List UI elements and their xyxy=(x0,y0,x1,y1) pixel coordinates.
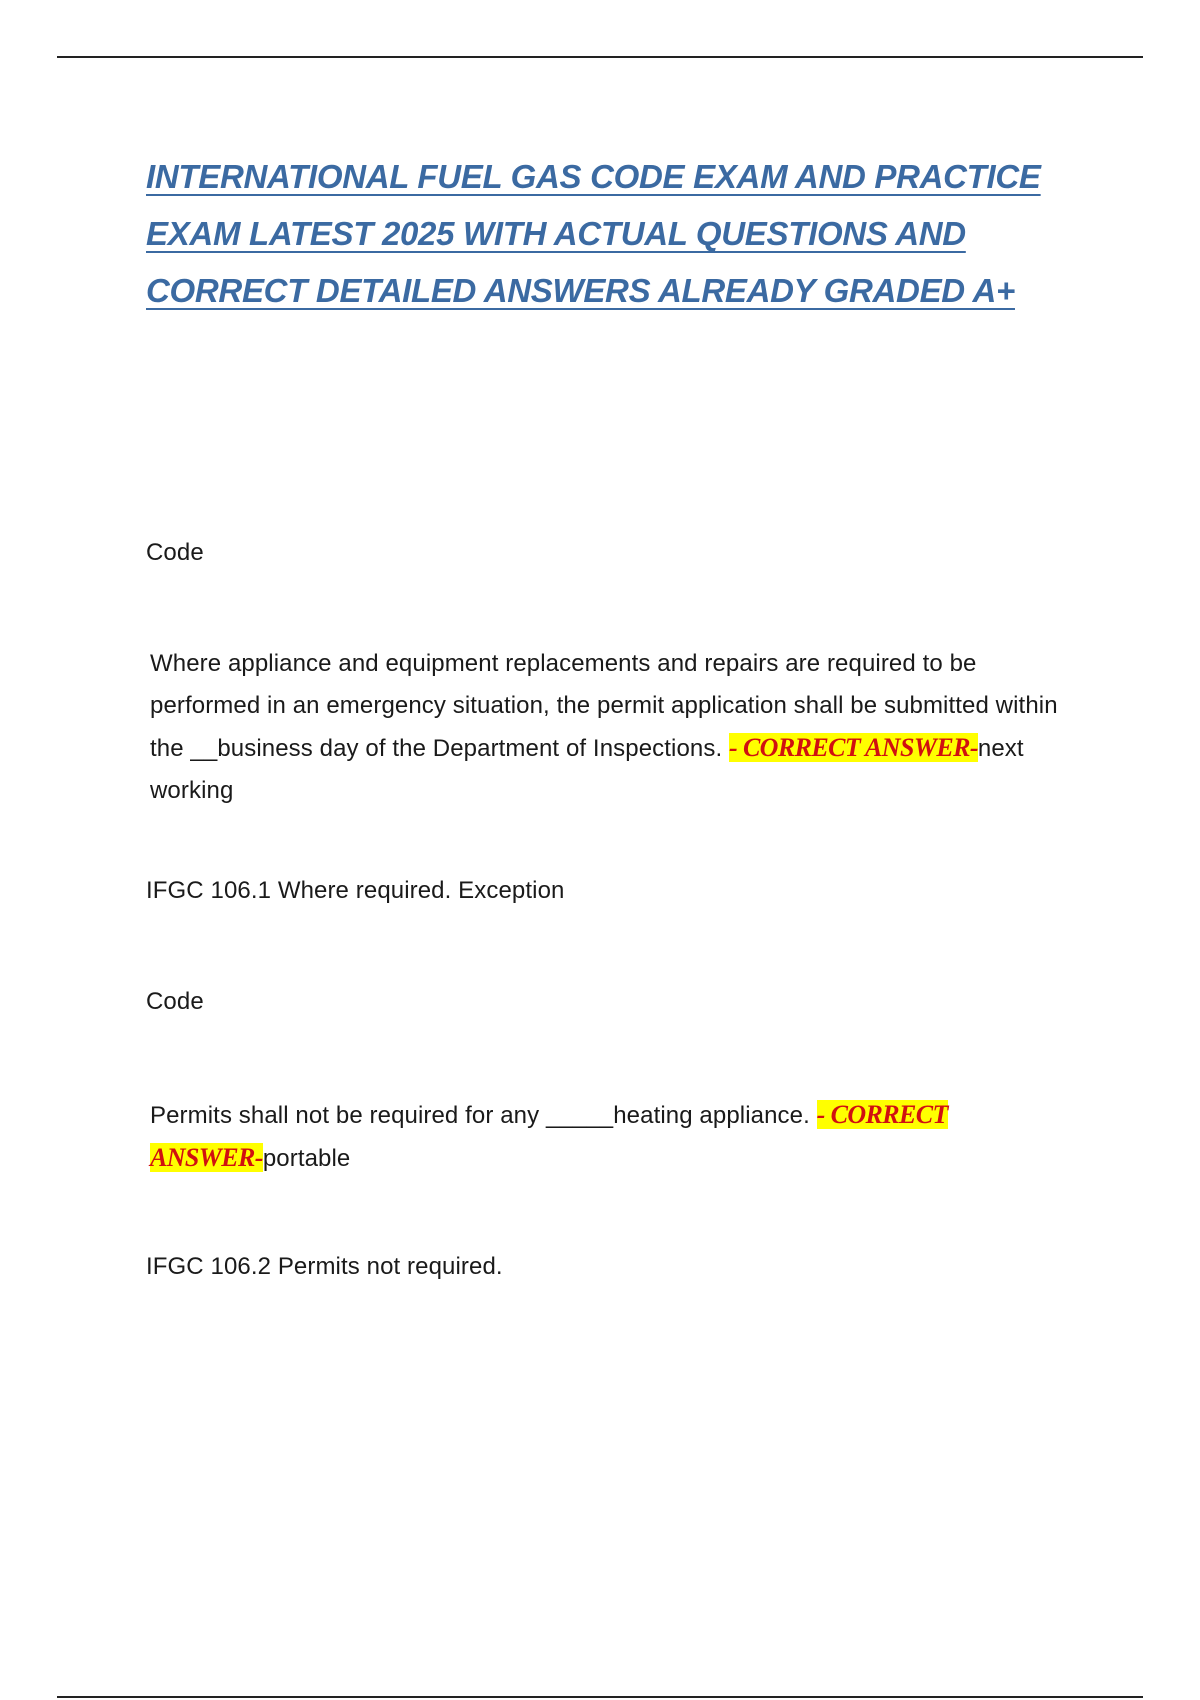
code-reference: IFGC 106.2 Permits not required. xyxy=(146,1253,503,1280)
question-paragraph xyxy=(146,1094,1020,1180)
footer-rule xyxy=(57,1696,1143,1698)
answer-text: portable xyxy=(262,1145,351,1172)
question-paragraph xyxy=(146,643,1080,812)
entry-category: Code xyxy=(146,988,204,1015)
answer-text: next working xyxy=(150,735,1024,804)
entry-category: Code xyxy=(146,539,204,566)
correct-answer-marker: - CORRECT ANSWER- xyxy=(728,733,978,762)
code-reference: IFGC 106.1 Where required. Exception xyxy=(146,877,565,904)
correct-answer-marker: - CORRECT ANSWER- xyxy=(150,1100,948,1172)
question-text: Permits shall not be required for any _____heating appliance. xyxy=(150,1102,817,1129)
question-text: Where appliance and equipment replacements and repairs are required to be performed in an emergency situation, the permit application shall be submitted within the __business day of the Department of Inspections. xyxy=(150,650,1058,762)
document-title: INTERNATIONAL FUEL GAS CODE EXAM AND PRACTICE EXAM LATEST 2025 WITH ACTUAL QUESTIONS AND CORRECT DETAILED ANSWERS ALREADY GRADED A+ xyxy=(146,158,1041,309)
header-rule xyxy=(57,56,1143,58)
